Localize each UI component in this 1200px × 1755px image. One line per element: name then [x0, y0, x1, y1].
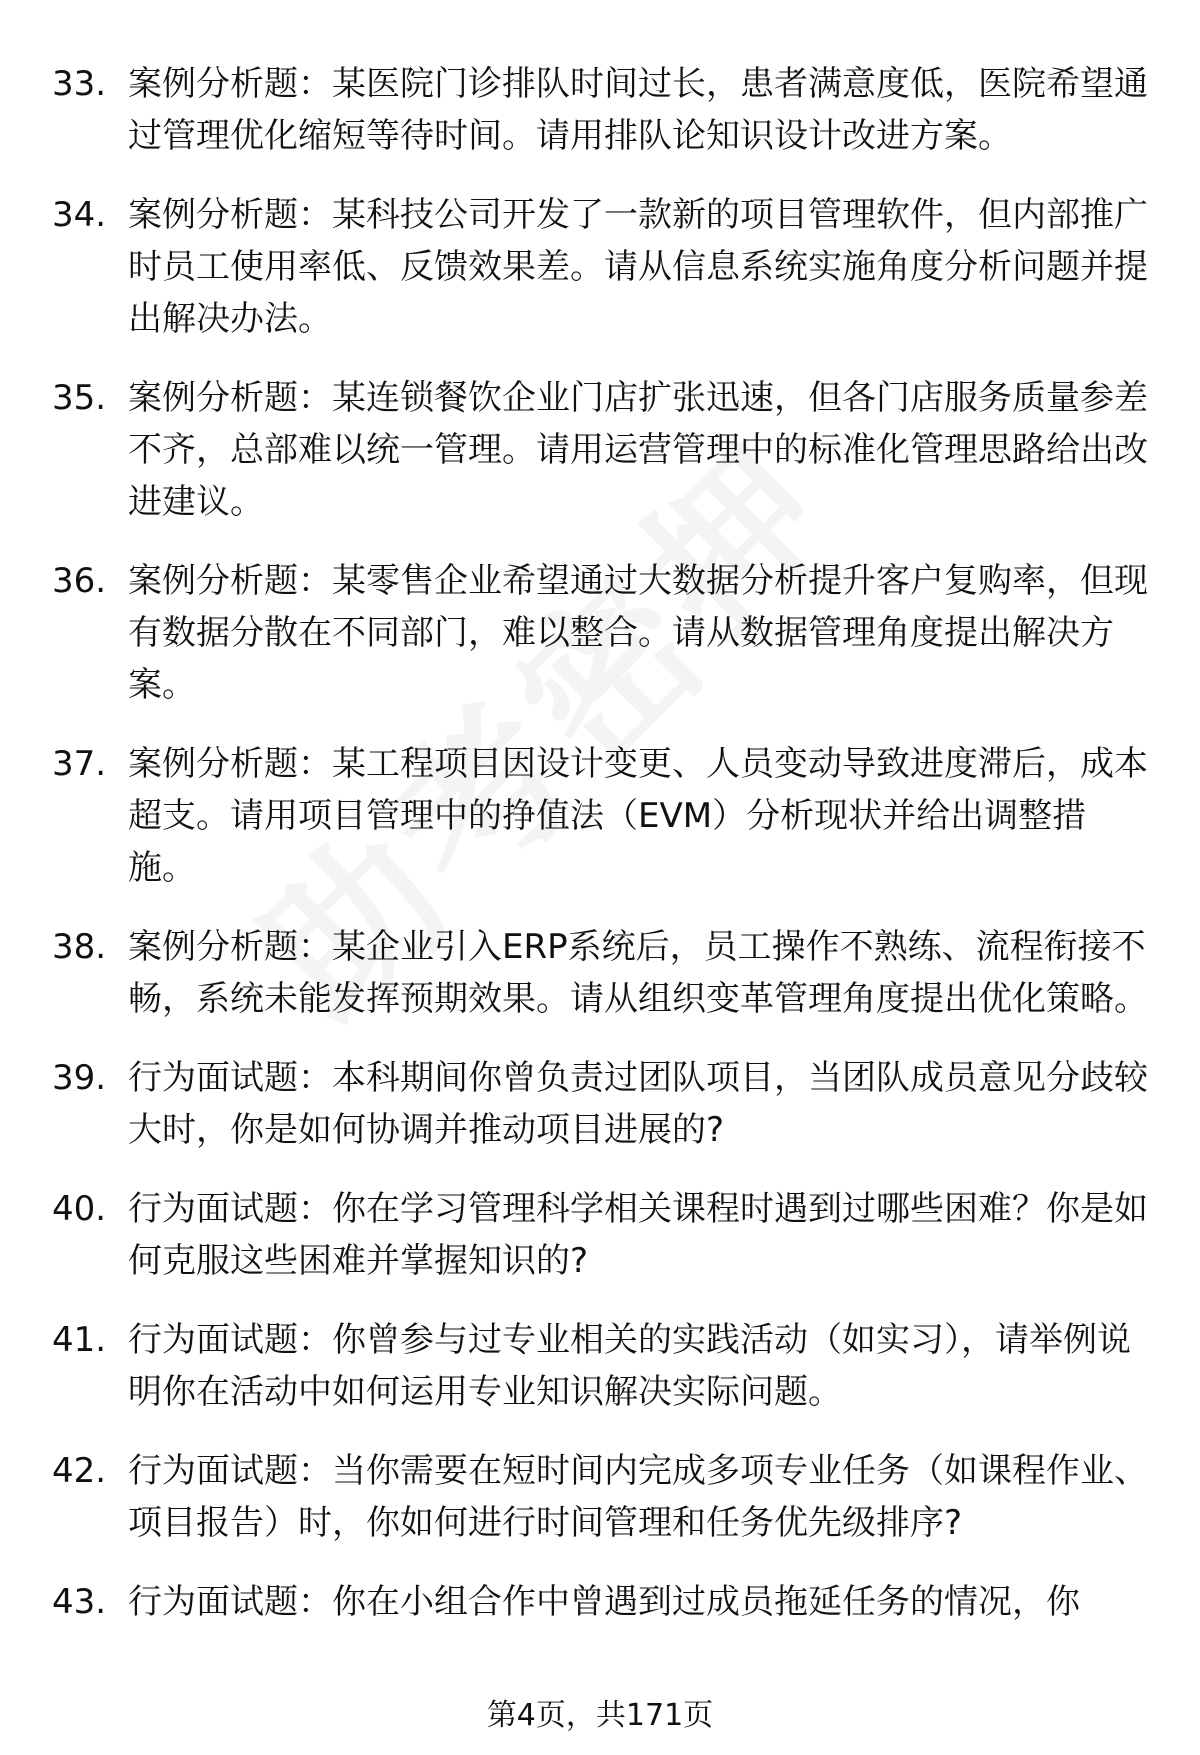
question-item	[0, 1314, 1200, 1418]
question-number: 33.	[52, 64, 107, 104]
question-text: 案例分析题：某科技公司开发了一款新的项目管理软件，但内部推广时员工使用率低、反馈效果差。请从信息系统实施角度分析问题并提出解决办法。	[128, 195, 1148, 339]
question-item	[0, 921, 1200, 1025]
question-number: 39.	[52, 1058, 107, 1098]
question-number: 43.	[52, 1582, 107, 1622]
question-text: 行为面试题：你在小组合作中曾遇到过成员拖延任务的情况，你	[128, 1582, 1080, 1622]
question-item	[0, 738, 1200, 894]
question-text: 案例分析题：某工程项目因设计变更、人员变动导致进度滞后，成本超支。请用项目管理中的挣值法（EVM）分析现状并给出调整措施。	[128, 744, 1148, 888]
question-text: 案例分析题：某零售企业希望通过大数据分析提升客户复购率，但现有数据分散在不同部门，难以整合。请从数据管理角度提出解决方案。	[128, 561, 1148, 705]
question-item	[0, 372, 1200, 528]
question-item	[0, 1052, 1200, 1156]
question-number: 42.	[52, 1451, 107, 1491]
question-number: 34.	[52, 195, 107, 235]
question-number: 38.	[52, 927, 107, 967]
question-text: 行为面试题：当你需要在短时间内完成多项专业任务（如课程作业、项目报告）时，你如何进行时间管理和任务优先级排序?	[128, 1451, 1148, 1543]
question-text: 行为面试题：你曾参与过专业相关的实践活动（如实习），请举例说明你在活动中如何运用专业知识解决实际问题。	[128, 1320, 1131, 1412]
question-item	[0, 1576, 1200, 1630]
question-number: 35.	[52, 378, 107, 418]
page-footer: 第4页，共171页	[486, 1698, 714, 1733]
question-text: 行为面试题：本科期间你曾负责过团队项目，当团队成员意见分歧较大时，你是如何协调并推动项目进展的?	[128, 1058, 1148, 1150]
question-number: 41.	[52, 1320, 107, 1360]
question-number: 40.	[52, 1189, 107, 1229]
question-text: 案例分析题：某医院门诊排队时间过长，患者满意度低，医院希望通过管理优化缩短等待时间。请用排队论知识设计改进方案。	[128, 64, 1148, 156]
question-item	[0, 58, 1200, 162]
question-item	[0, 1445, 1200, 1549]
question-text: 案例分析题：某企业引入ERP系统后，员工操作不熟练、流程衔接不畅，系统未能发挥预期效果。请从组织变革管理角度提出优化策略。	[128, 927, 1148, 1019]
question-list	[0, 58, 1200, 1657]
question-text: 案例分析题：某连锁餐饮企业门店扩张迅速，但各门店服务质量参差不齐，总部难以统一管理。请用运营管理中的标准化管理思路给出改进建议。	[128, 378, 1148, 522]
question-number: 36.	[52, 561, 107, 601]
question-text: 行为面试题：你在学习管理科学相关课程时遇到过哪些困难？你是如何克服这些困难并掌握知识的?	[128, 1189, 1148, 1281]
question-number: 37.	[52, 744, 107, 784]
question-item	[0, 1183, 1200, 1287]
question-item	[0, 555, 1200, 711]
question-item	[0, 189, 1200, 345]
